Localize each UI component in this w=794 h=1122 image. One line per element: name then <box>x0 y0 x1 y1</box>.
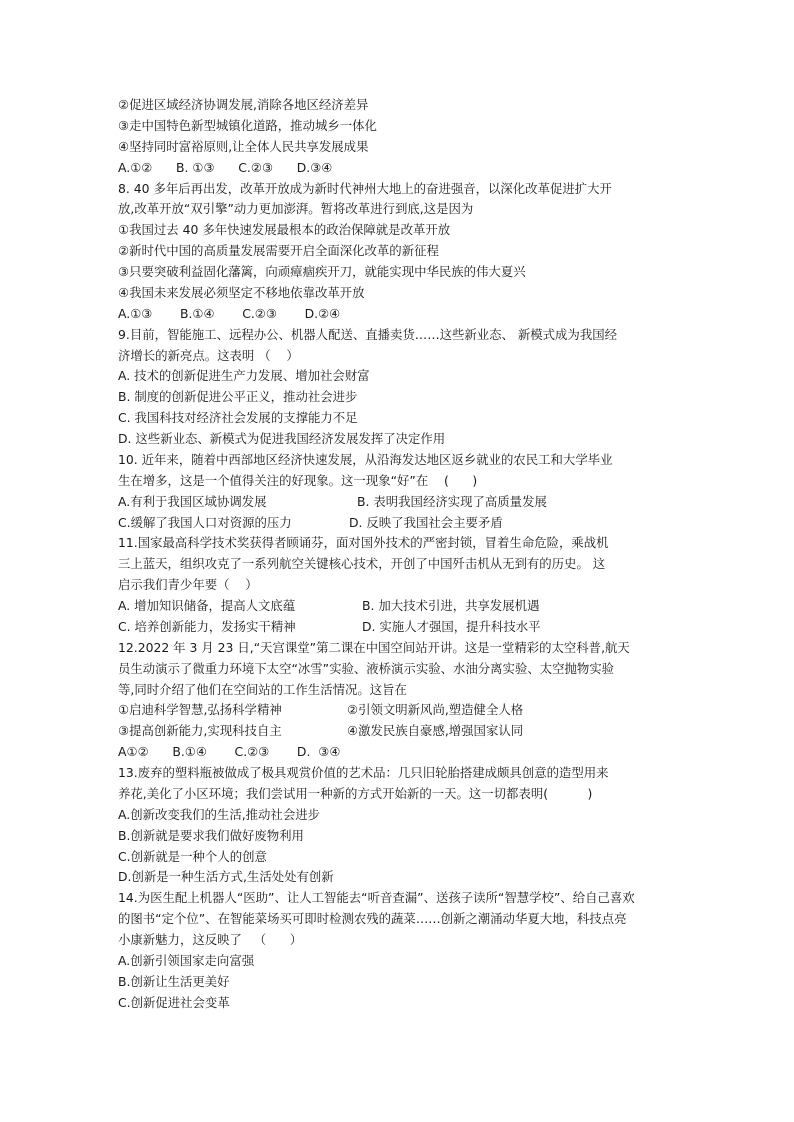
exam-page <box>118 95 690 1014</box>
q10-choice-a: A.有利于我国区域协调发展 <box>118 493 267 509</box>
q8-option-2: ②新时代中国的高质量发展需要开启全面深化改革的新征程 <box>118 243 439 259</box>
q14-choice-a: A.创新引领国家走向富强 <box>118 952 255 968</box>
q8-option-1: ①我国过去 40 多年快速发展最根本的政治保障就是改革开放 <box>118 222 451 238</box>
q14-choice-c: C.创新促进社会变革 <box>118 994 230 1010</box>
q12-options-row-1 <box>118 700 690 721</box>
q7-answer-choices: A.①② B. ①③ C.②③ D.③④ <box>118 159 333 175</box>
q11-choice-d: D. 实施人才强国，提升科技水平 <box>362 618 541 634</box>
q9-choice-d: D. 这些新业态、新模式为促进我国经济发展发挥了决定作用 <box>118 431 446 446</box>
q12-option-1: ①启迪科学智慧,弘扬科学精神 <box>118 702 282 718</box>
q11-choice-a: A. 增加知识储备，提高人文底蕴 <box>118 598 296 613</box>
q12-option-4: ④激发民族自豪感,增强国家认同 <box>347 723 524 739</box>
q12-answer-choices: A①② B.①④ C.②③ D. ③④ <box>118 744 341 760</box>
q10-choice-c: C.缓解了我国人口对资源的压力 <box>118 514 292 530</box>
q11-stem-line-3: 启示我们青少年要（ ） <box>118 577 258 593</box>
q9-choice-b: B. 制度的创新促进公平正义，推动社会进步 <box>118 389 358 405</box>
q10-stem-line-2: 生在增多，这是一个值得关注的好现象。这一现象“好”在 ( ) <box>118 472 478 488</box>
q8-stem-line-2: 放,改革开放“双引擎”动力更加澎湃。暂将改革进行到底,这是因为 <box>118 201 474 217</box>
q14-stem-line-3: 小康新魅力，这反映了 （ ） <box>118 932 303 947</box>
q13-stem-line-1: 13.废弃的塑料瓶被做成了极具观赏价值的艺术品：几只旧轮胎搭建成颇具创意的造型用来 <box>118 765 609 780</box>
q11-choices-row-2 <box>118 617 690 638</box>
q8-answer-choices: A.①③ B.①④ C.②③ D.②④ <box>118 305 341 321</box>
q11-stem-line-1: 11.国家最高科学技术奖获得者顾诵芬，面对国外技术的严密封锁，冒着生命危险，乘战机 <box>118 535 609 551</box>
q8-option-4: ④我国未来发展必须坚定不移地依靠改革开放 <box>118 284 365 300</box>
q10-choices-row-1 <box>118 492 690 513</box>
q13-choice-c: C.创新就是一种个人的创意 <box>118 848 267 864</box>
q7-option-4: ④坚持同时富裕原则,让全体人民共享发展成果 <box>118 138 369 154</box>
q13-choice-d: D.创新是一种生活方式,生活处处有创新 <box>118 869 334 885</box>
q12-option-3: ③提高创新能力,实现科技自主 <box>118 723 282 739</box>
q11-stem-line-2: 三上蓝天，组织攻克了一系列航空关键核心技术，开创了中国歼击机从无到有的历史。 这 <box>118 556 606 572</box>
q13-choice-a: A.创新改变我们的生活,推动社会进步 <box>118 806 320 822</box>
q14-stem-line-1: 14.为医生配上机器人“医助”、让人工智能去“听音查漏”、送孩子读所“智慧学校”、给自己喜欢 <box>118 890 635 906</box>
q14-stem-line-2: 的图书“定个位”、在智能菜场买可即时检测农残的蔬菜……创新之潮涌动华夏大地，科技点亮 <box>118 911 627 927</box>
q11-choice-c: C. 培养创新能力，发扬实干精神 <box>118 618 296 634</box>
q13-choice-b: B.创新就是要求我们做好废物利用 <box>118 827 304 843</box>
q7-option-3: ③走中国特色新型城镇化道路，推动城乡一体化 <box>118 117 377 133</box>
q10-stem-line-1: 10. 近年来，随着中西部地区经济快速发展，从沿海发达地区返乡就业的农民工和大学毕业 <box>118 451 613 467</box>
q13-stem-line-2: 养花,美化了小区环境；我们尝试用一种新的方式开始新的一天。这一切都表明( ) <box>118 785 593 801</box>
q12-option-2: ②引领文明新风尚,塑造健全人格 <box>347 702 524 718</box>
q12-stem-line-3: 等,同时介绍了他们在空间站的工作生活情况。这旨在 <box>118 681 407 697</box>
q12-options-row-2 <box>118 721 690 742</box>
q9-choice-a: A. 技术的创新促进生产力发展、增加社会财富 <box>118 368 370 384</box>
q10-choices-row-2 <box>118 513 690 534</box>
q8-option-3: ③只要突破利益固化藩篱，向顽瘴痼疾开刀，就能实现中华民族的伟大夏兴 <box>118 264 526 279</box>
q11-choices-row-1 <box>118 596 690 617</box>
q8-stem-line-1: 8. 40 多年后再出发，改革开放成为新时代神州大地上的奋进强音，以深化改革促进扩大开 <box>118 180 612 196</box>
q12-stem-line-1: 12.2022 年 3 月 23 日,“天宫课堂”第二课在中国空间站开讲。这是一堂精彩的太空科普,航天 <box>118 639 630 655</box>
q11-choice-b: B. 加大技术引进，共享发展机遇 <box>362 598 540 613</box>
q12-stem-line-2: 员生动演示了微重力环境下太空“冰雪”实验、液桥演示实验、水油分离实验、太空抛物实验 <box>118 660 615 676</box>
q9-stem-line-1: 9.目前，智能施工、远程办公、机器人配送、直播卖货……这些新业态、 新模式成为我国经 <box>118 326 617 342</box>
q10-choice-d: D. 反映了我国社会主要矛盾 <box>349 514 503 530</box>
q10-choice-b: B. 表明我国经济实现了高质量发展 <box>357 493 547 509</box>
q9-stem-line-2: 济增长的新亮点。这表明 （ ） <box>118 347 299 363</box>
q9-choice-c: C. 我国科技对经济社会发展的支撑能力不足 <box>118 410 358 426</box>
q14-choice-b: B.创新让生活更美好 <box>118 973 230 989</box>
q7-option-2: ②促进区域经济协调发展,消除各地区经济差异 <box>118 97 369 112</box>
